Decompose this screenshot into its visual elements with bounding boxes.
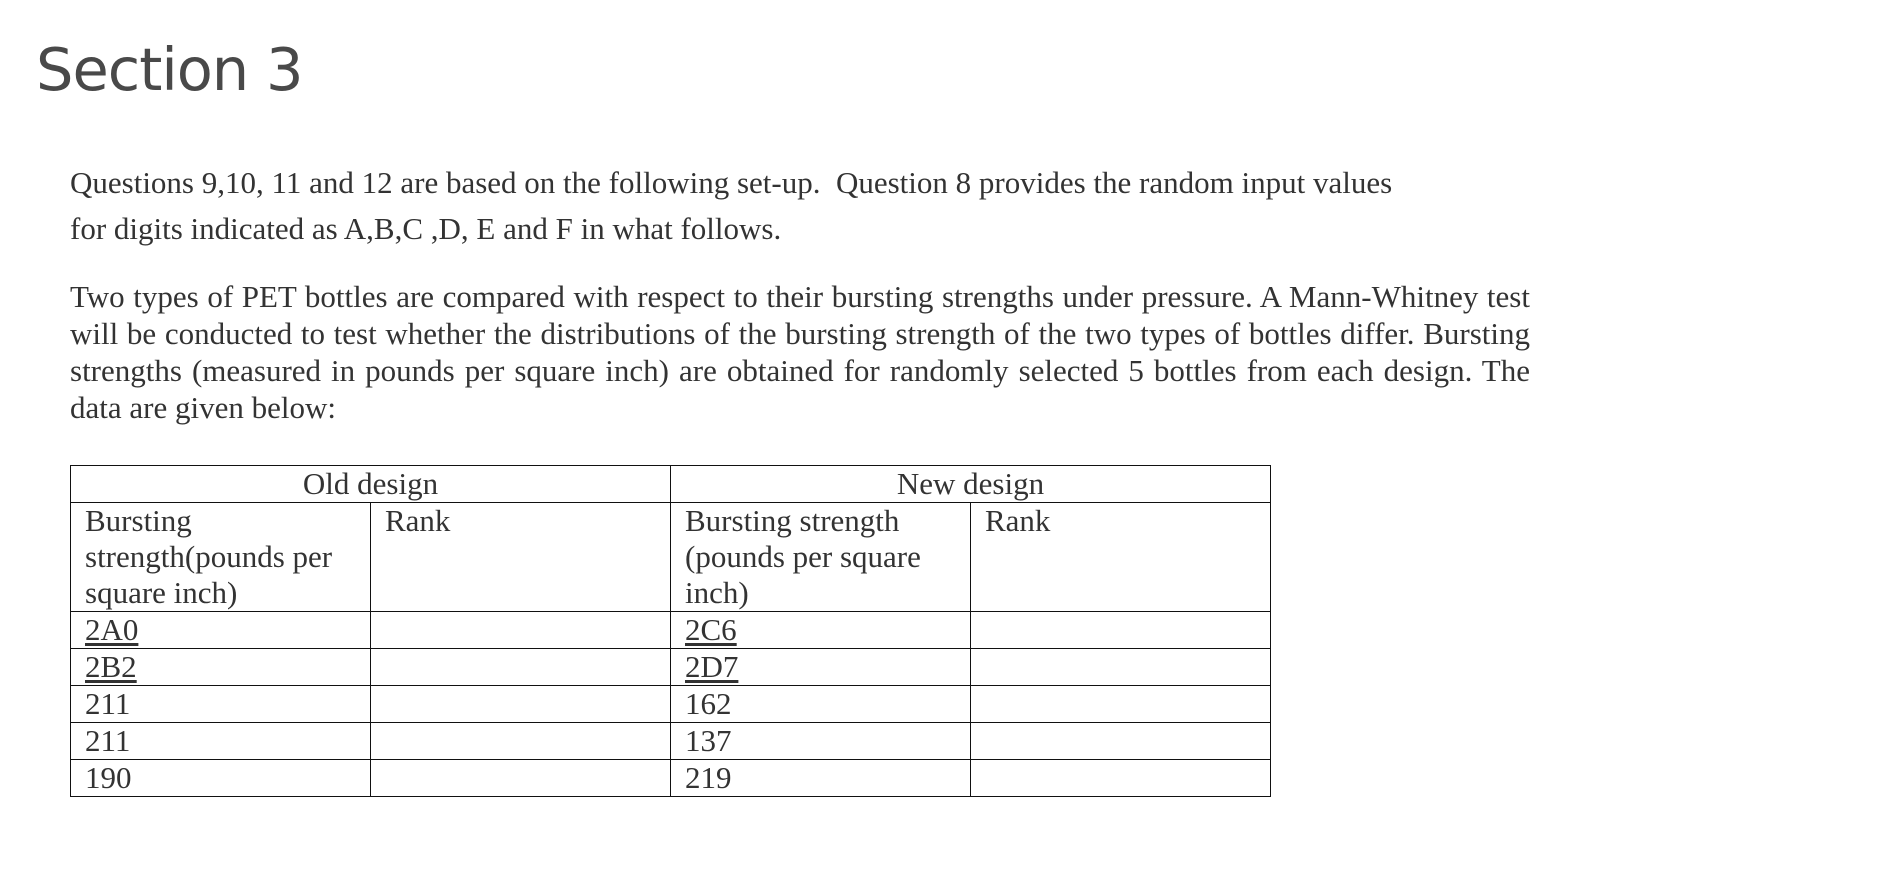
- new-rank-header: Rank: [971, 503, 1271, 612]
- table-row: [71, 612, 1271, 649]
- new-design-header: New design: [671, 466, 1271, 503]
- section-title: Section 3: [36, 35, 303, 104]
- new-strength-cell: 2C6: [671, 612, 971, 649]
- new-strength-header: Bursting strength (pounds per square inch): [671, 503, 971, 612]
- old-strength-cell: 190: [71, 760, 371, 797]
- old-rank-cell: [371, 723, 671, 760]
- old-rank-cell: [371, 612, 671, 649]
- intro-line-2: for digits indicated as A,B,C ,D, E and F in what follows.: [70, 211, 782, 246]
- new-rank-cell: [971, 723, 1271, 760]
- table-row: [71, 649, 1271, 686]
- new-rank-cell: [971, 686, 1271, 723]
- old-rank-cell: [371, 760, 671, 797]
- old-strength-cell: 211: [71, 686, 371, 723]
- old-strength-cell: 2B2: [71, 649, 371, 686]
- table-row: [71, 760, 1271, 797]
- new-rank-cell: [971, 612, 1271, 649]
- table-group-header-row: [71, 466, 1271, 503]
- setup-paragraph: Two types of PET bottles are compared with respect to their bursting strengths under pressure. A Mann-Whitney test will be conducted to test whether the distributions of the bursting strength of the two types of bottles differ. Bursting strengths (measured in pounds per square inch) are obtained for randomly selected 5 bottles from each design. The data are given below:: [70, 279, 1530, 425]
- table-row: [71, 723, 1271, 760]
- bursting-strength-table: [70, 465, 1271, 797]
- table-column-header-row: [71, 503, 1271, 612]
- old-rank-cell: [371, 686, 671, 723]
- new-strength-cell: 219: [671, 760, 971, 797]
- old-strength-cell: 2A0: [71, 612, 371, 649]
- document-body: [70, 160, 1550, 426]
- old-rank-header: Rank: [371, 503, 671, 612]
- new-strength-cell: 162: [671, 686, 971, 723]
- old-rank-cell: [371, 649, 671, 686]
- intro-line-1: Questions 9,10, 11 and 12 are based on the following set-up. Question 8 provides the random input values: [70, 165, 1393, 200]
- new-rank-cell: [971, 649, 1271, 686]
- old-design-header: Old design: [71, 466, 671, 503]
- table-row: [71, 686, 1271, 723]
- old-strength-cell: 211: [71, 723, 371, 760]
- new-strength-cell: 137: [671, 723, 971, 760]
- intro-paragraph: [70, 160, 1550, 252]
- new-strength-cell: 2D7: [671, 649, 971, 686]
- old-strength-header: Bursting strength(pounds per square inch): [71, 503, 371, 612]
- new-rank-cell: [971, 760, 1271, 797]
